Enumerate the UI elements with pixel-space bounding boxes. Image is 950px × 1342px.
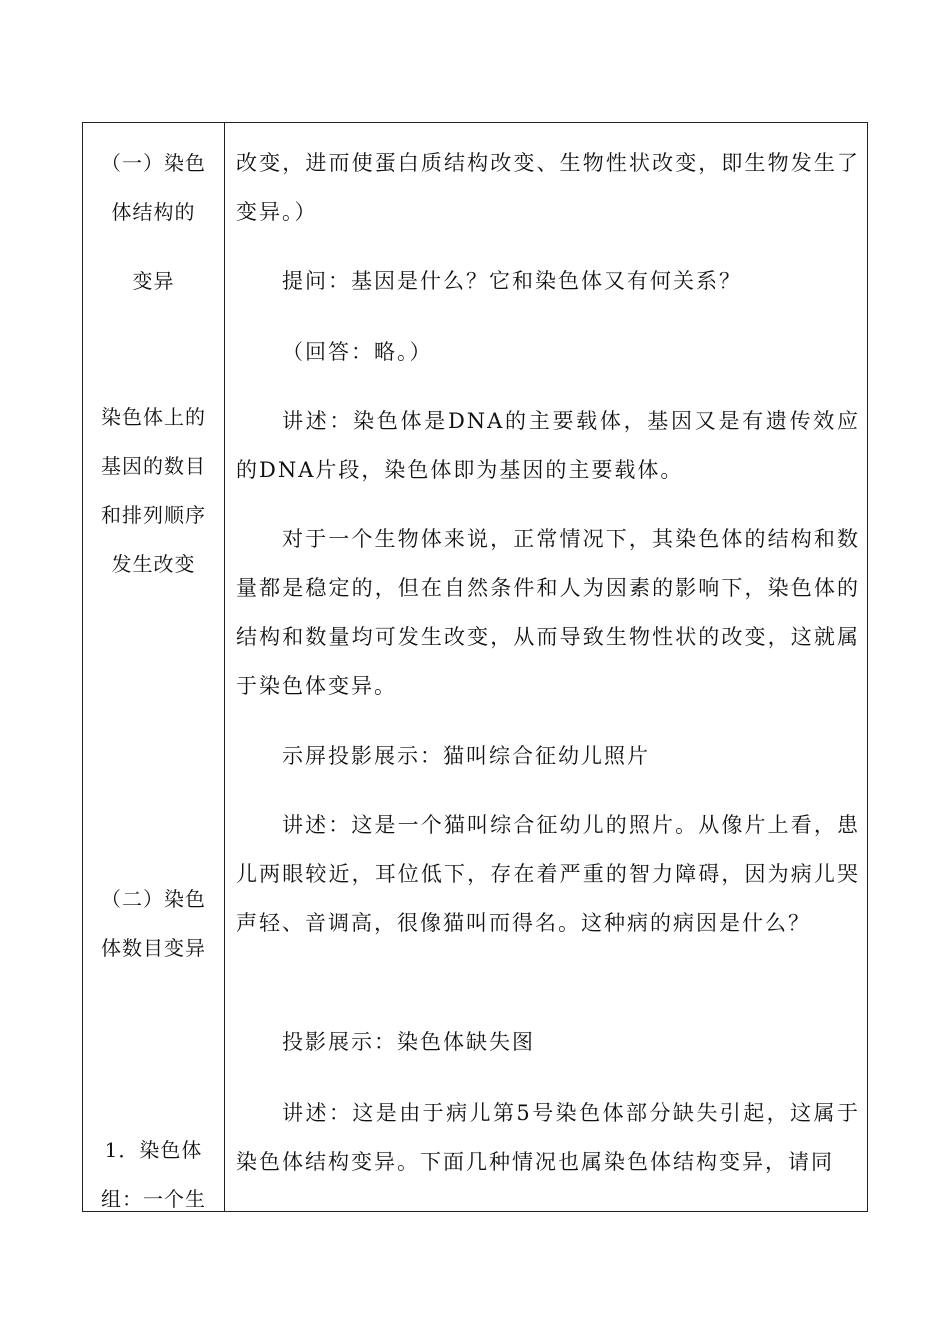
paragraph-9: 讲述：这是由于病儿第5号染色体部分缺失引起，这属于染色体结构变异。下面几种情况也属染色体结构变异，请同 <box>236 1101 860 1174</box>
column-divider <box>224 123 225 1211</box>
paragraph-1: 改变，进而使蛋白质结构改变、生物性状改变，即生物发生了变异。） <box>236 151 860 224</box>
paragraph-6: 示屏投影展示：猫叫综合征幼儿照片 <box>282 744 650 768</box>
section1-title-line2: 变异 <box>132 269 175 293</box>
paragraph-5: 对于一个生物体来说，正常情况下，其染色体的结构和数量都是稳定的，但在自然条件和人为因素的影响下，染色体的结构和数量均可发生改变，从而导致生物性状的改变，这就属于染色体变异。 <box>236 527 860 698</box>
paragraph-8: 投影展示：染色体缺失图 <box>282 1030 535 1054</box>
lesson-table <box>82 122 868 1212</box>
paragraph-4: 讲述：染色体是DNA的主要载体，基因又是有遗传效应的DNA片段，染色体即为基因的主要载体。 <box>236 409 860 482</box>
paragraph-7: 讲述：这是一个猫叫综合征幼儿的照片。从像片上看，患儿两眼较近，耳位低下，存在着严重的智力障碍，因为病儿哭声轻、音调高，很像猫叫而得名。这种病的病因是什么？ <box>236 813 860 935</box>
section1-title: （一）染色体结构的 <box>101 151 206 224</box>
section2-title: （二）染色体数目变异 <box>101 887 206 960</box>
paragraph-3: （回答：略。） <box>282 340 433 364</box>
item1-label: 1．染色体组：一个生 <box>101 1138 206 1211</box>
paragraph-2: 提问：基因是什么？它和染色体又有何关系？ <box>282 269 742 293</box>
section1-description: 染色体上的基因的数目和排列顺序发生改变 <box>101 405 206 576</box>
